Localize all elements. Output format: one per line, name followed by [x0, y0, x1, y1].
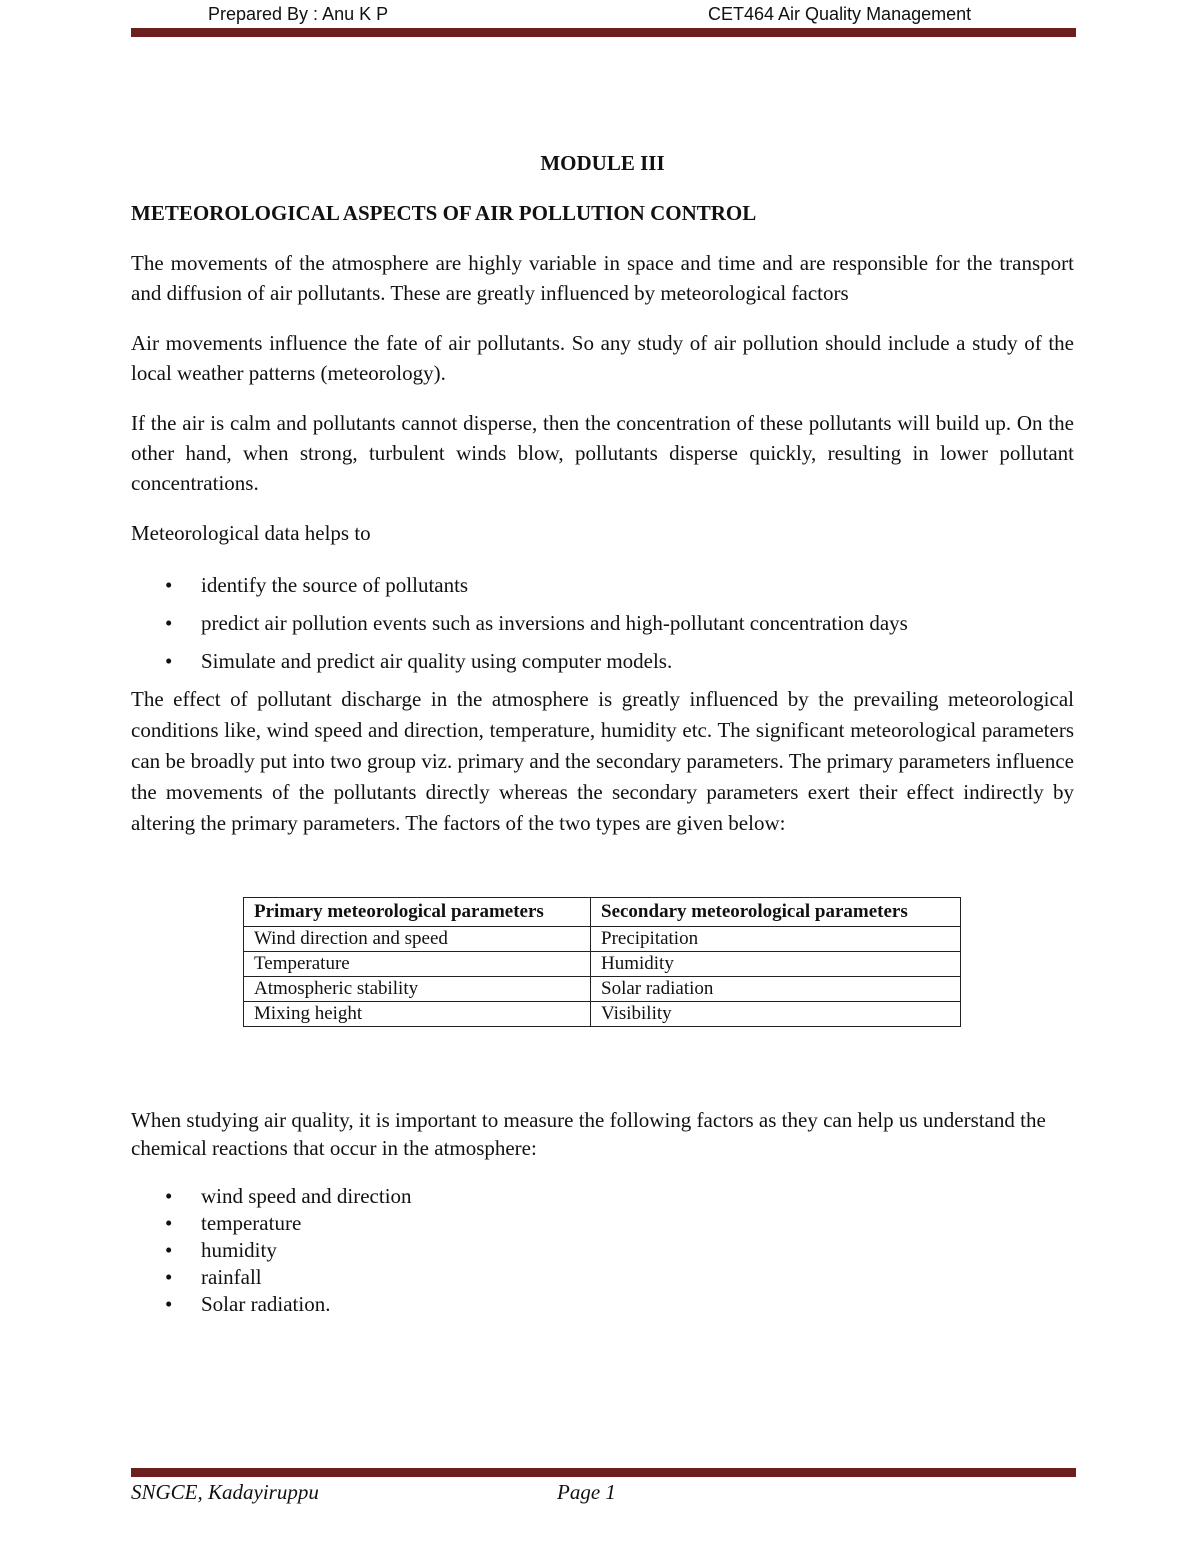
- table-cell: Humidity: [591, 952, 961, 977]
- header-course: CET464 Air Quality Management: [708, 4, 972, 24]
- paragraph-air-movements: Air movements influence the fate of air pollutants. So any study of air pollution should include a study of the local weather patterns (meteorology).: [131, 331, 1074, 385]
- table-row: [244, 1002, 961, 1027]
- list-item: [131, 646, 1074, 676]
- bullet-icon: •: [165, 1184, 173, 1208]
- section-title: METEOROLOGICAL ASPECTS OF AIR POLLUTION CONTROL: [131, 201, 757, 225]
- bullet-icon: •: [165, 649, 173, 673]
- table-cell: Wind direction and speed: [244, 927, 591, 952]
- parameters-table: [243, 897, 961, 1027]
- bullet-icon: •: [165, 1211, 173, 1235]
- list-item-text: rainfall: [201, 1265, 262, 1289]
- table-header-secondary: Secondary meteorological parameters: [591, 898, 961, 927]
- list-item: [131, 1236, 1074, 1263]
- bullet-icon: •: [165, 611, 173, 635]
- table-cell: Atmospheric stability: [244, 977, 591, 1002]
- footer-page-number: Page 1: [557, 1480, 616, 1504]
- lower-content: [131, 1106, 1074, 1323]
- footer-rule: [131, 1468, 1076, 1477]
- main-content: [131, 148, 1074, 859]
- table-header-row: [244, 898, 961, 927]
- table-cell: Mixing height: [244, 1002, 591, 1027]
- table-row: [244, 977, 961, 1002]
- bullet-icon: •: [165, 1292, 173, 1316]
- table-cell: Solar radiation: [591, 977, 961, 1002]
- list-item: [131, 1290, 1074, 1317]
- header-author: Prepared By : Anu K P: [208, 4, 389, 24]
- table-header-primary: Primary meteorological parameters: [244, 898, 591, 927]
- table-cell: Visibility: [591, 1002, 961, 1027]
- header-rule: [131, 28, 1076, 37]
- table-cell: Temperature: [244, 952, 591, 977]
- list-item: [131, 1182, 1074, 1209]
- bullet-icon: •: [165, 1238, 173, 1262]
- list-item-text: identify the source of pollutants: [201, 573, 469, 597]
- paragraph-data-helps: Meteorological data helps to: [131, 521, 371, 545]
- paragraph-effect: The effect of pollutant discharge in the atmosphere is greatly influenced by the prevailing meteorological conditions like, wind speed and direction, temperature, humidity etc. The significant meteorological parameters can be broadly put into two group viz. primary and the secondary parameters. The primary parameters influence the movements of the pollutants directly whereas the secondary parameters exert their effect indirectly by altering the primary parameters. The factors of the two types are given below:: [131, 687, 1074, 835]
- paragraph-atmosphere: The movements of the atmosphere are highly variable in space and time and are responsible for the transport and diffusion of air pollutants. These are greatly influenced by meteorological factors: [131, 251, 1074, 305]
- table-row: [244, 952, 961, 977]
- list-item: [131, 608, 1074, 638]
- bullet-icon: •: [165, 573, 173, 597]
- list-item: [131, 1263, 1074, 1290]
- list-item-text: Solar radiation.: [201, 1292, 331, 1316]
- helps-list: [131, 570, 1074, 676]
- module-title: MODULE III: [540, 151, 665, 175]
- table-cell: Precipitation: [591, 927, 961, 952]
- footer-institution: SNGCE, Kadayiruppu: [131, 1480, 319, 1504]
- measure-list: [131, 1182, 1074, 1317]
- list-item-text: predict air pollution events such as inversions and high-pollutant concentration days: [201, 611, 908, 635]
- list-item-text: temperature: [201, 1211, 302, 1235]
- paragraph-calm-air: If the air is calm and pollutants cannot disperse, then the concentration of these pollutants will build up. On the other hand, when strong, turbulent winds blow, pollutants disperse quickly, resulting in lower pollutant concentrations.: [131, 411, 1074, 495]
- list-item: [131, 570, 1074, 600]
- table-row: [244, 927, 961, 952]
- list-item: [131, 1209, 1074, 1236]
- list-item-text: wind speed and direction: [201, 1184, 412, 1208]
- paragraph-measure: When studying air quality, it is important to measure the following factors as they can help us understand the chemical reactions that occur in the atmosphere:: [131, 1108, 1046, 1160]
- page-header: [131, 0, 1076, 40]
- list-item-text: Simulate and predict air quality using computer models.: [201, 649, 673, 673]
- list-item-text: humidity: [201, 1238, 277, 1262]
- bullet-icon: •: [165, 1265, 173, 1289]
